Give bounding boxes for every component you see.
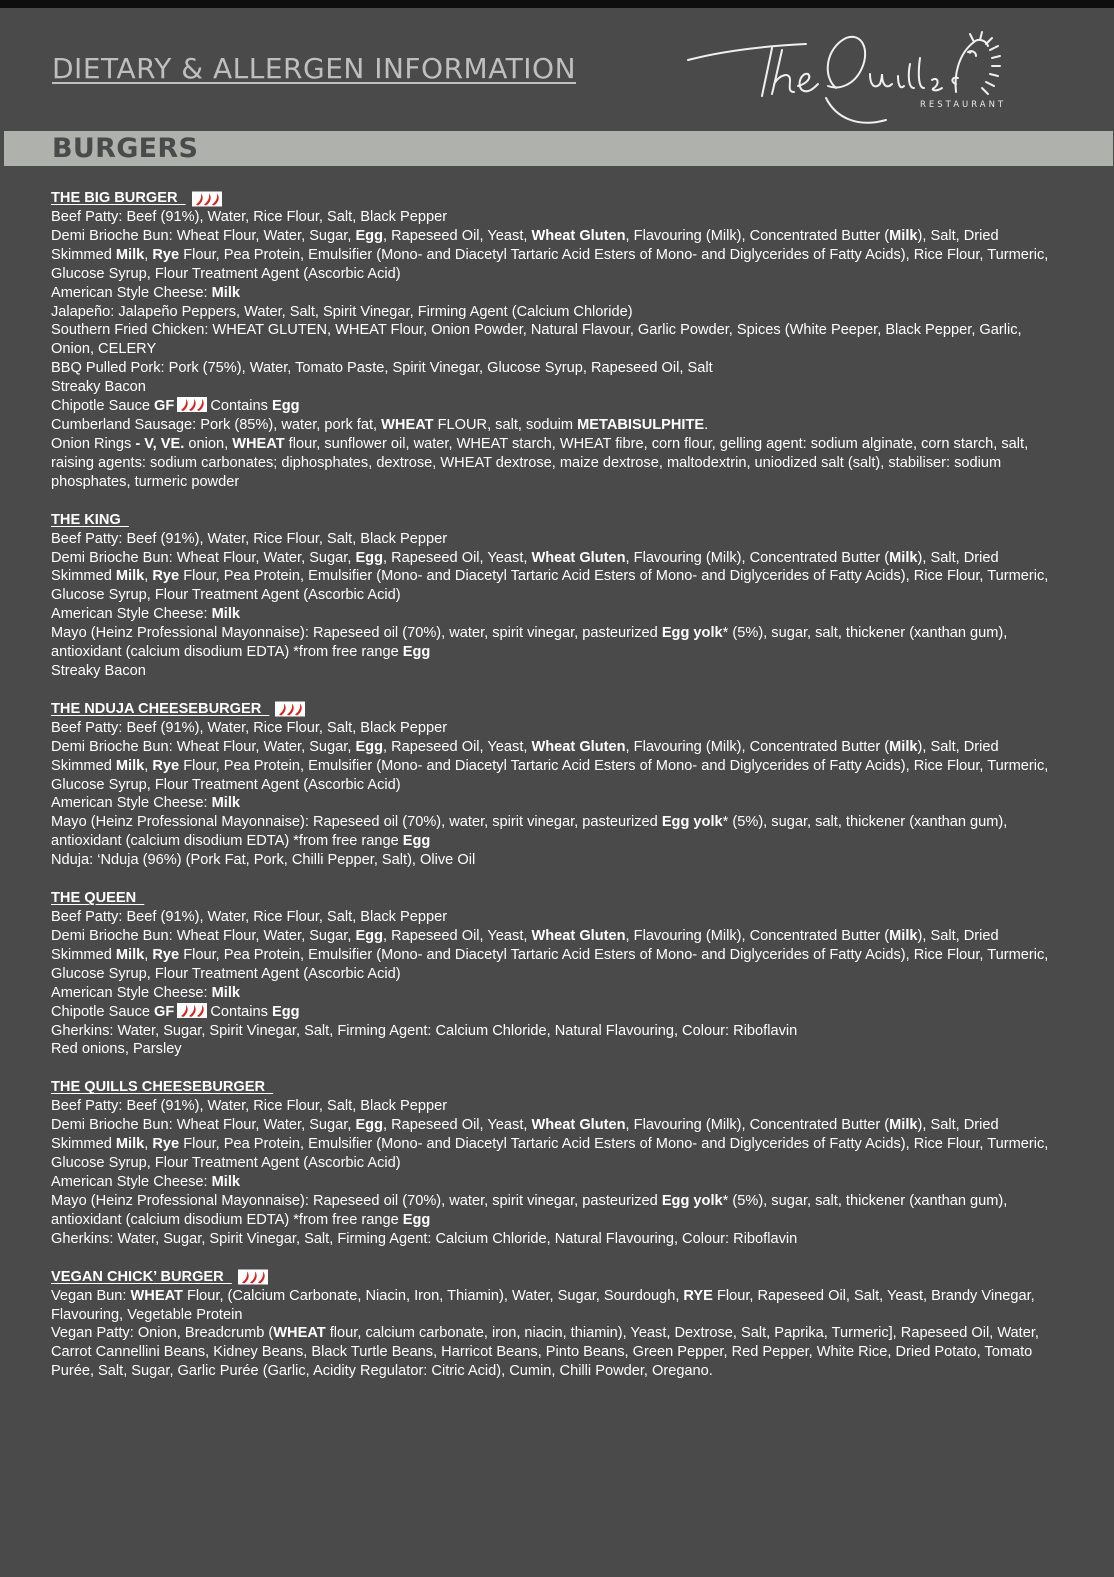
ingredient-text: Chipotle Sauce xyxy=(51,398,155,415)
ingredient-text: Cumberland Sausage: Pork (85%), water, pork fat, xyxy=(51,416,382,433)
ingredient-text: Flour, Pea Protein, Emulsifier (Mono- and Diacetyl Tartaric Acid Esters of Mono- and Diglycerides of Fatty Acids), Rice Flour, Turmeric, Glucose Syrup, Flour Treatment Agent (Ascorbic Acid) xyxy=(51,757,1049,793)
ingredient-text: Demi Brioche Bun: Wheat Flour, Water, Sugar, xyxy=(51,1117,356,1134)
ingredient-text: Contains xyxy=(210,398,272,415)
allergen-highlight: Egg xyxy=(271,1003,300,1020)
ingredient-text: Flour, Pea Protein, Emulsifier (Mono- and Diacetyl Tartaric Acid Esters of Mono- and Diglycerides of Fatty Acids), Rice Flour, Turmeric, Glucose Syrup, Flour Treatment Agent (Ascorbic Acid) xyxy=(51,946,1049,982)
ingredient-text: * (5%), sugar, salt, thickener (xanthan gum), antioxidant (calcium disodium EDTA) *from free range xyxy=(51,814,1008,850)
ingredient-line xyxy=(51,908,1061,927)
chili-pepper-icon xyxy=(177,1003,207,1018)
ingredient-text: , Flavouring (Milk), Concentrated Butter ( xyxy=(625,549,890,566)
chili-pepper-icon xyxy=(192,191,222,207)
ingredient-text: ), Salt, Dried Skimmed xyxy=(51,738,999,774)
allergen-highlight: Egg yolk xyxy=(661,1192,723,1209)
chili-pepper-icon xyxy=(275,701,305,717)
ingredient-line xyxy=(51,984,1061,1003)
ingredient-text: American Style Cheese: xyxy=(51,795,212,812)
allergen-highlight: Milk xyxy=(115,946,145,963)
restaurant-logo xyxy=(686,28,1046,132)
ingredient-text: BBQ Pulled Pork: Pork (75%), Water, Tomato Paste, Spirit Vinegar, Glucose Syrup, Rapeseed Oil, Salt xyxy=(51,360,713,377)
ingredient-text: Demi Brioche Bun: Wheat Flour, Water, Sugar, xyxy=(51,738,356,755)
ingredient-text: American Style Cheese: xyxy=(51,284,212,301)
allergen-highlight: Milk xyxy=(889,738,918,755)
ingredient-text: American Style Cheese: xyxy=(51,606,212,623)
ingredient-text: ), Salt, Dried Skimmed xyxy=(51,928,999,963)
menu-item-name: THE QUILLS CHEESEBURGER xyxy=(51,1079,274,1096)
ingredient-text: , Flavouring (Milk), Concentrated Butter ( xyxy=(625,1117,890,1134)
menu-item-title xyxy=(51,889,1061,908)
allergen-highlight: Rye xyxy=(152,946,180,963)
ingredient-line xyxy=(51,624,1061,662)
ingredient-text: American Style Cheese: xyxy=(51,984,212,1001)
ingredient-text: , xyxy=(144,1136,153,1153)
ingredient-line xyxy=(51,227,1061,284)
ingredient-text: Nduja: ‘Nduja (96%) (Pork Fat, Pork, Chilli Pepper, Salt), Olive Oil xyxy=(51,852,476,869)
ingredient-text: Beef Patty: Beef (91%), Water, Rice Flour, Salt, Black Pepper xyxy=(51,909,448,926)
ingredient-line xyxy=(51,1040,1061,1059)
ingredient-line xyxy=(51,208,1061,227)
ingredient-text: Beef Patty: Beef (91%), Water, Rice Flour, Salt, Black Pepper xyxy=(51,719,448,736)
ingredient-text: ), Salt, Dried Skimmed xyxy=(51,227,999,263)
allergen-highlight: Wheat Gluten xyxy=(531,549,626,566)
ingredient-text: Streaky Bacon xyxy=(51,662,146,679)
ingredient-text: , Rapeseed Oil, Yeast, xyxy=(383,227,532,244)
menu-item-section xyxy=(51,189,1061,492)
menu-item-name: THE QUEEN xyxy=(51,890,145,907)
ingredient-text: Beef Patty: Beef (91%), Water, Rice Flour, Salt, Black Pepper xyxy=(51,1098,448,1115)
allergen-highlight: Rye xyxy=(152,246,180,263)
ingredient-text: Red onions, Parsley xyxy=(51,1041,182,1058)
menu-item-name: THE NDUJA CHEESEBURGER xyxy=(51,700,270,717)
ingredient-text: ), Salt, Dried Skimmed xyxy=(51,549,999,585)
allergen-highlight: Egg xyxy=(402,644,431,661)
ingredient-text: , xyxy=(144,757,153,774)
allergen-highlight: WHEAT xyxy=(232,435,285,452)
ingredient-line xyxy=(51,416,1061,435)
ingredient-text: , Rapeseed Oil, Yeast, xyxy=(383,738,532,755)
ingredient-text: Flour, (Calcium Carbonate, Niacin, Iron, Thiamin), Water, Sugar, Sourdough, xyxy=(182,1287,684,1304)
ingredient-text: Demi Brioche Bun: Wheat Flour, Water, Sugar, xyxy=(51,928,356,944)
ingredient-text: Vegan Bun: xyxy=(51,1287,131,1304)
allergen-highlight: Milk xyxy=(889,1117,918,1134)
ingredient-text: Vegan Patty: Onion, Breadcrumb ( xyxy=(51,1325,274,1342)
ingredient-line xyxy=(51,1003,1061,1022)
ingredient-line xyxy=(51,1116,1061,1173)
ingredient-line xyxy=(51,321,1061,359)
page-title: DIETARY & ALLERGEN INFORMATION xyxy=(52,52,577,85)
allergen-highlight: Egg yolk xyxy=(661,625,723,642)
menu-item-title xyxy=(51,511,1061,530)
ingredient-line xyxy=(51,1022,1061,1041)
ingredient-line xyxy=(51,1173,1061,1192)
ingredient-text: Beef Patty: Beef (91%), Water, Rice Flour, Salt, Black Pepper xyxy=(51,209,448,225)
allergen-highlight: GF xyxy=(154,398,175,415)
allergen-highlight: Rye xyxy=(152,757,180,774)
ingredient-text: FLOUR, salt, soduim xyxy=(433,416,578,433)
ingredient-text: , Flavouring (Milk), Concentrated Butter ( xyxy=(625,227,890,244)
allergen-highlight: WHEAT xyxy=(273,1325,326,1342)
ingredient-text: , xyxy=(144,946,153,963)
ingredient-line xyxy=(51,719,1061,738)
allergen-highlight: Milk xyxy=(211,606,240,623)
allergen-highlight: METABISULPHITE xyxy=(577,416,705,433)
chili-pepper-icon xyxy=(238,1269,268,1285)
allergen-highlight: Egg xyxy=(355,227,384,244)
ingredient-text: , Rapeseed Oil, Yeast, xyxy=(383,1117,532,1134)
allergen-highlight: Wheat Gluten xyxy=(531,1117,626,1134)
ingredient-line xyxy=(51,1097,1061,1116)
allergen-highlight: Wheat Gluten xyxy=(531,227,626,244)
allergen-highlight: Milk xyxy=(211,284,240,301)
ingredient-text: . xyxy=(704,416,709,433)
ingredient-line xyxy=(51,813,1061,851)
allergen-highlight: Milk xyxy=(115,757,145,774)
allergen-highlight: Rye xyxy=(152,1136,180,1153)
allergen-highlight: Milk xyxy=(115,246,145,263)
ingredient-text: * (5%), sugar, salt, thickener (xanthan gum), antioxidant (calcium disodium EDTA) *from free range xyxy=(51,1192,1008,1228)
ingredient-text: Contains xyxy=(210,1003,272,1020)
top-border xyxy=(0,0,1114,8)
menu-item-name: THE KING xyxy=(51,511,129,528)
allergen-highlight: WHEAT xyxy=(381,416,434,433)
menu-item-section xyxy=(51,889,1061,1059)
chili-pepper-icon xyxy=(177,397,207,412)
allergen-highlight: Rye xyxy=(152,568,180,585)
menu-item-section xyxy=(51,700,1061,870)
ingredient-line xyxy=(51,397,1061,416)
ingredient-text: Demi Brioche Bun: Wheat Flour, Water, Sugar, xyxy=(51,549,356,566)
allergen-highlight: - V, VE. xyxy=(135,435,185,452)
ingredient-line xyxy=(51,794,1061,813)
ingredient-line xyxy=(51,359,1061,378)
allergen-highlight: Milk xyxy=(115,568,145,585)
allergen-highlight: Egg xyxy=(355,549,384,566)
ingredient-text: , xyxy=(144,246,153,263)
menu-item-name: THE BIG BURGER xyxy=(51,190,186,207)
menu-item-section xyxy=(51,1078,1061,1248)
ingredient-line xyxy=(51,530,1061,549)
allergen-highlight: Milk xyxy=(115,1136,145,1153)
menu-item-title xyxy=(51,700,1061,719)
allergen-highlight: Wheat Gluten xyxy=(531,738,626,755)
ingredient-text: Southern Fried Chicken: WHEAT GLUTEN, WHEAT Flour, Onion Powder, Natural Flavour, Garlic Powder, Spices (White Peeper, Black Pepper, Garlic, Onion, CELERY xyxy=(51,322,1022,358)
allergen-highlight: Egg xyxy=(402,1211,431,1228)
ingredient-text: , Rapeseed Oil, Yeast, xyxy=(383,928,532,944)
menu-item-title xyxy=(51,1268,1061,1287)
menu-item-section xyxy=(51,1268,1061,1382)
ingredient-line xyxy=(51,738,1061,795)
ingredient-text: Gherkins: Water, Sugar, Spirit Vinegar, Salt, Firming Agent: Calcium Chloride, Natural Flavouring, Colour: Riboflavin xyxy=(51,1022,798,1039)
ingredient-line xyxy=(51,927,1061,984)
section-band xyxy=(4,131,1113,166)
ingredient-text: Flour, Rapeseed Oil, Salt, Yeast, Brandy Vinegar, Flavouring, Vegetable Protein xyxy=(51,1287,1035,1323)
ingredient-line xyxy=(51,851,1061,870)
ingredient-text: Mayo (Heinz Professional Mayonnaise): Rapeseed oil (70%), water, spirit vinegar, pasteurized xyxy=(51,1192,662,1209)
ingredient-text: flour, sunflower oil, water, WHEAT starch, WHEAT fibre, corn flour, gelling agent: sodium alginate, corn starch, salt, raising agents: sodium carbonates; diphosphates, dextrose, WHEAT dextrose, maize dextrose, maltodextrin, uniodized salt (salt), stabiliser: sodium phosphates, turmeric powder xyxy=(51,435,1029,490)
ingredient-text: Jalapeño: Jalapeño Peppers, Water, Salt, Spirit Vinegar, Firming Agent (Calcium Chloride) xyxy=(51,303,633,320)
ingredient-text: Mayo (Heinz Professional Mayonnaise): Rapeseed oil (70%), water, spirit vinegar, pasteurized xyxy=(51,625,662,642)
ingredient-text: Streaky Bacon xyxy=(51,379,146,396)
ingredient-text: , xyxy=(144,568,153,585)
ingredient-line xyxy=(51,1192,1061,1230)
allergen-highlight: Wheat Gluten xyxy=(531,928,626,944)
allergen-highlight: Egg xyxy=(271,398,300,415)
ingredient-text: Chipotle Sauce xyxy=(51,1003,155,1020)
allergen-highlight: Milk xyxy=(889,549,918,566)
allergen-highlight: Milk xyxy=(889,928,918,944)
ingredient-line xyxy=(51,303,1061,322)
ingredient-line xyxy=(51,549,1061,606)
allergen-highlight: Egg xyxy=(355,1117,384,1134)
allergen-highlight: RYE xyxy=(683,1287,713,1304)
allergen-highlight: WHEAT xyxy=(130,1287,183,1304)
logo-image xyxy=(686,28,1046,132)
ingredient-line xyxy=(51,605,1061,624)
logo-subtitle: RESTAURANT xyxy=(920,100,1007,110)
allergen-highlight: Milk xyxy=(211,1173,240,1190)
ingredient-line xyxy=(51,378,1061,397)
ingredient-line xyxy=(51,1324,1061,1381)
allergen-highlight: Egg xyxy=(402,833,431,850)
ingredient-line xyxy=(51,1287,1061,1325)
ingredient-text: Demi Brioche Bun: Wheat Flour, Water, Sugar, xyxy=(51,227,356,244)
ingredient-text: Mayo (Heinz Professional Mayonnaise): Rapeseed oil (70%), water, spirit vinegar, pasteurized xyxy=(51,814,662,831)
ingredient-text: Flour, Pea Protein, Emulsifier (Mono- and Diacetyl Tartaric Acid Esters of Mono- and Diglycerides of Fatty Acids), Rice Flour, Turmeric, Glucose Syrup, Flour Treatment Agent (Ascorbic Acid) xyxy=(51,1136,1049,1172)
menu-item-title xyxy=(51,189,1061,208)
allergen-highlight: Egg yolk xyxy=(661,814,723,831)
ingredient-text: * (5%), sugar, salt, thickener (xanthan gum), antioxidant (calcium disodium EDTA) *from free range xyxy=(51,625,1008,661)
ingredient-text: , Flavouring (Milk), Concentrated Butter ( xyxy=(625,928,890,944)
ingredient-text: onion, xyxy=(184,435,233,452)
ingredient-text: Onion Rings xyxy=(51,435,136,452)
allergen-highlight: Egg xyxy=(355,738,384,755)
allergen-highlight: GF xyxy=(154,1003,175,1020)
menu-item-section xyxy=(51,511,1061,681)
ingredient-line xyxy=(51,435,1061,492)
allergen-list xyxy=(51,189,1061,1400)
ingredient-line xyxy=(51,284,1061,303)
ingredient-text: flour, calcium carbonate, iron, niacin, thiamin), Yeast, Dextrose, Salt, Paprika, Turmeric], Rapeseed Oil, Water, Carrot Cannellini Beans, Kidney Beans, Black Turtle Beans, Harricot Beans, Pinto Beans, Green Pepper, Red Pepper, White Rice, Dried Potato, Tomato Purée, Salt, Sugar, Garlic Purée (Garlic, Acidity Regulator: Citric Acid), Cumin, Chilli Powder, Oregano. xyxy=(51,1325,1039,1380)
allergen-highlight: Milk xyxy=(211,984,240,1001)
ingredient-text: Gherkins: Water, Sugar, Spirit Vinegar, Salt, Firming Agent: Calcium Chloride, Natural Flavouring, Colour: Riboflavin xyxy=(51,1230,798,1247)
section-title: BURGERS xyxy=(52,133,199,164)
ingredient-text: American Style Cheese: xyxy=(51,1173,212,1190)
ingredient-text: Beef Patty: Beef (91%), Water, Rice Flour, Salt, Black Pepper xyxy=(51,530,448,547)
ingredient-text: , Rapeseed Oil, Yeast, xyxy=(383,549,532,566)
ingredient-text: , Flavouring (Milk), Concentrated Butter ( xyxy=(625,738,890,755)
ingredient-text: ), Salt, Dried Skimmed xyxy=(51,1117,999,1153)
ingredient-text: Flour, Pea Protein, Emulsifier (Mono- and Diacetyl Tartaric Acid Esters of Mono- and Diglycerides of Fatty Acids), Rice Flour, Turmeric, Glucose Syrup, Flour Treatment Agent (Ascorbic Acid) xyxy=(51,568,1049,604)
allergen-highlight: Egg xyxy=(355,928,384,944)
menu-item-title xyxy=(51,1078,1061,1097)
menu-item-name: VEGAN CHICK’ BURGER xyxy=(51,1268,232,1285)
allergen-highlight: Milk xyxy=(889,227,918,244)
ingredient-text: Flour, Pea Protein, Emulsifier (Mono- and Diacetyl Tartaric Acid Esters of Mono- and Diglycerides of Fatty Acids), Rice Flour, Turmeric, Glucose Syrup, Flour Treatment Agent (Ascorbic Acid) xyxy=(51,246,1049,282)
ingredient-line xyxy=(51,1230,1061,1249)
allergen-highlight: Milk xyxy=(211,795,240,812)
ingredient-line xyxy=(51,662,1061,681)
